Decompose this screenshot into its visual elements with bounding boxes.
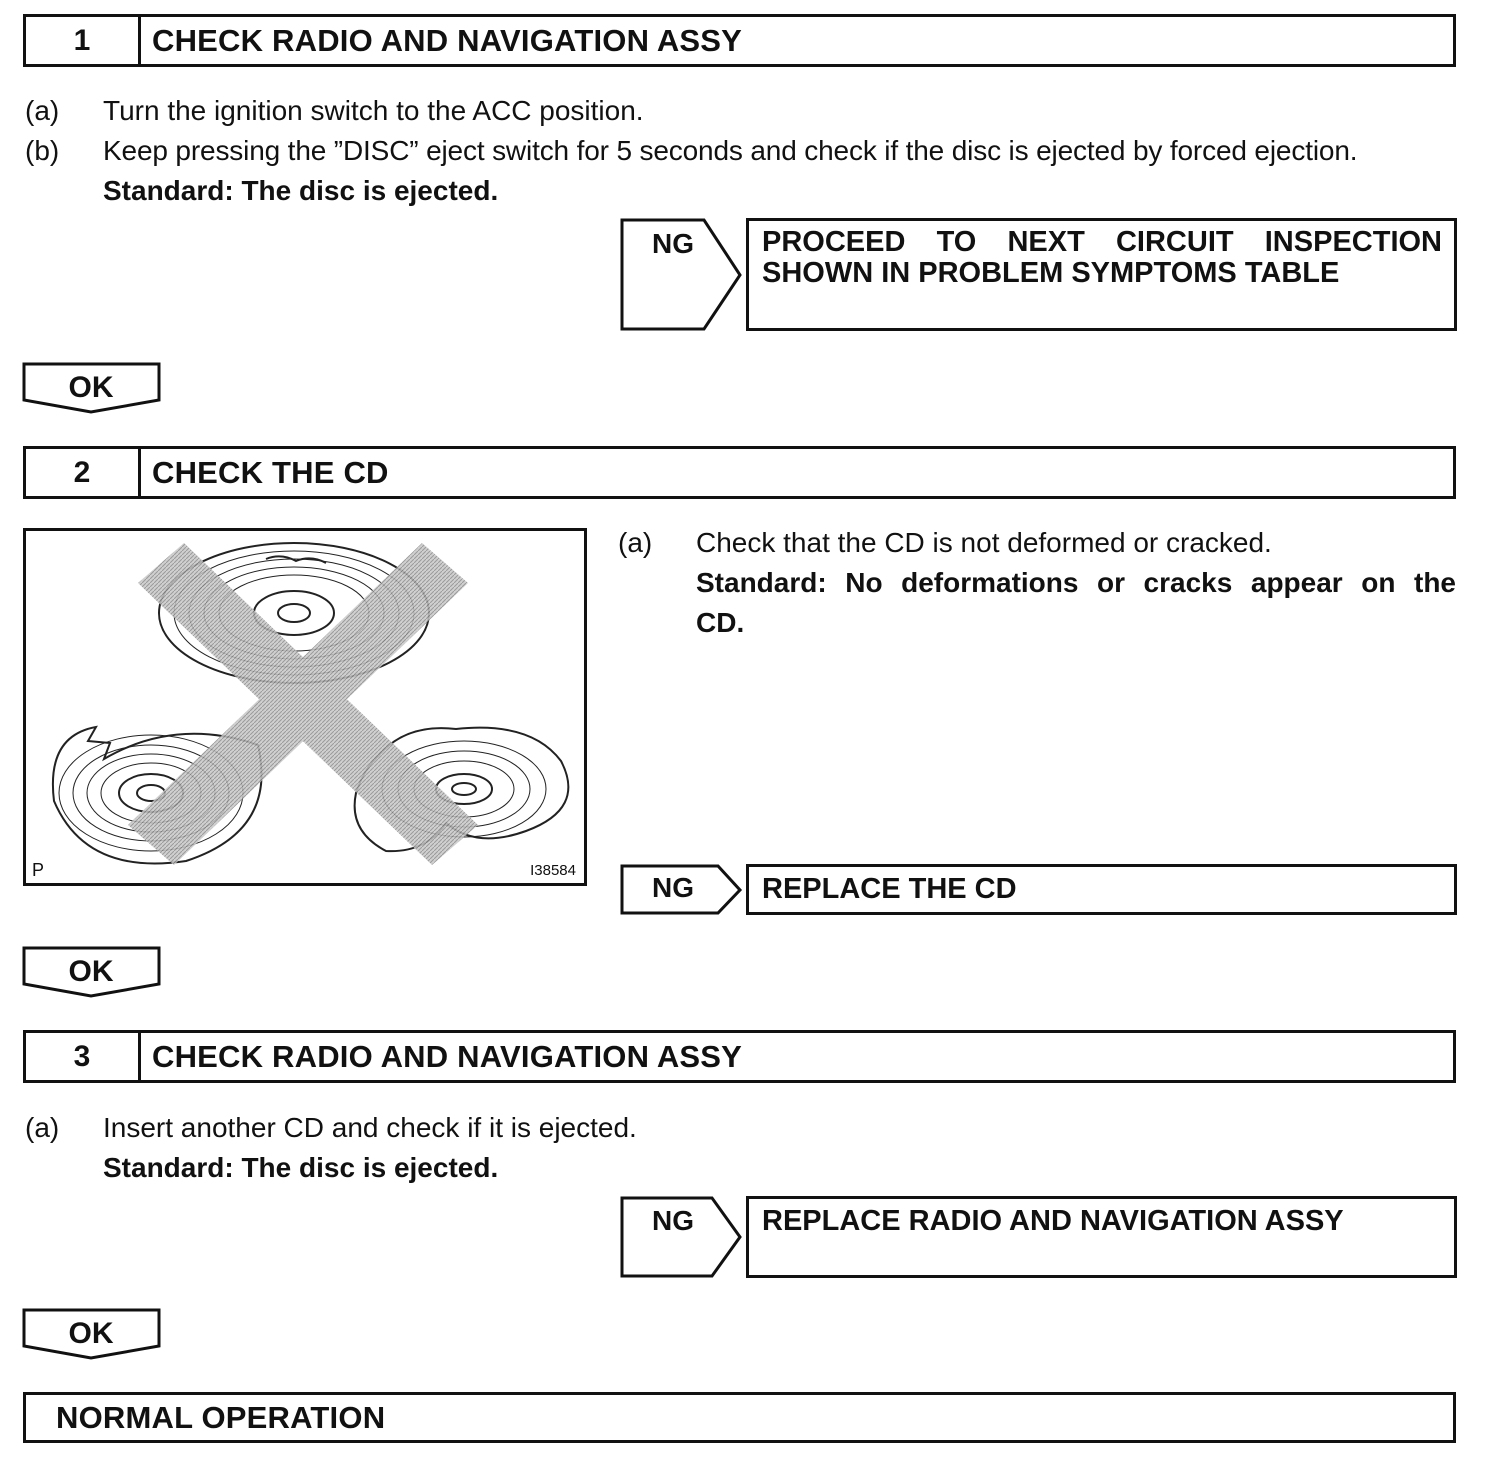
step-1-ng-result-line-2: SHOWN IN PROBLEM SYMPTOMS TABLE [762, 257, 1340, 289]
step-3-title: CHECK RADIO AND NAVIGATION ASSY [152, 1038, 743, 1074]
step-2-standard-line-1: Standard: No deformations or cracks appear on the [696, 567, 1456, 598]
step-3-ng-result [746, 1196, 1457, 1278]
step-2-standard-line-2: CD. [696, 607, 745, 638]
step-3-ng-label: NG [652, 1205, 694, 1236]
step-2-title: CHECK THE CD [152, 454, 389, 490]
step-1-marker-a: (a) [25, 95, 60, 126]
step-3-standard: Standard: The disc is ejected. [103, 1152, 499, 1183]
step-3-ng-result-text: REPLACE RADIO AND NAVIGATION ASSY [762, 1205, 1344, 1237]
figure-id: I38584 [530, 862, 576, 879]
step-2-header [23, 446, 1456, 499]
step-1-standard: Standard: The disc is ejected. [103, 175, 499, 206]
step-1-ng-result [746, 218, 1457, 331]
step-1-ng-result-line-1: PROCEED TO NEXT CIRCUIT INSPECTION [762, 226, 1442, 258]
final-result-text: NORMAL OPERATION [56, 1399, 386, 1435]
step-2-ng-result [746, 864, 1457, 915]
damaged-cd-illustration-icon [26, 531, 584, 883]
step-3-header [23, 1030, 1456, 1083]
step-1-title: CHECK RADIO AND NAVIGATION ASSY [152, 22, 743, 58]
step-1-ok-label: OK [68, 371, 114, 404]
step-2-number: 2 [26, 449, 141, 496]
step-3-number: 3 [26, 1033, 141, 1080]
damaged-cd-figure [23, 528, 587, 886]
step-2-ng-label: NG [652, 872, 694, 903]
step-1-ng-label: NG [652, 228, 694, 259]
step-3-ok-label: OK [68, 1317, 114, 1350]
step-3-instruction-a: Insert another CD and check if it is ejected. [103, 1112, 637, 1143]
step-1-marker-b: (b) [25, 135, 60, 166]
step-1-instruction-a: Turn the ignition switch to the ACC position. [103, 95, 644, 126]
step-1-instruction-b: Keep pressing the ”DISC” eject switch for 5 seconds and check if the disc is ejected by forced ejection. [103, 135, 1358, 166]
step-2-ok-label: OK [68, 955, 114, 988]
step-2-instruction-a: Check that the CD is not deformed or cracked. [696, 527, 1272, 558]
step-1-header [23, 14, 1456, 67]
step-2-marker-a: (a) [618, 527, 653, 558]
figure-corner-mark: P [32, 860, 45, 880]
step-3-marker-a: (a) [25, 1112, 60, 1143]
step-2-ng-result-text: REPLACE THE CD [762, 873, 1017, 905]
final-result-box [23, 1392, 1456, 1443]
step-1-number: 1 [26, 17, 141, 64]
